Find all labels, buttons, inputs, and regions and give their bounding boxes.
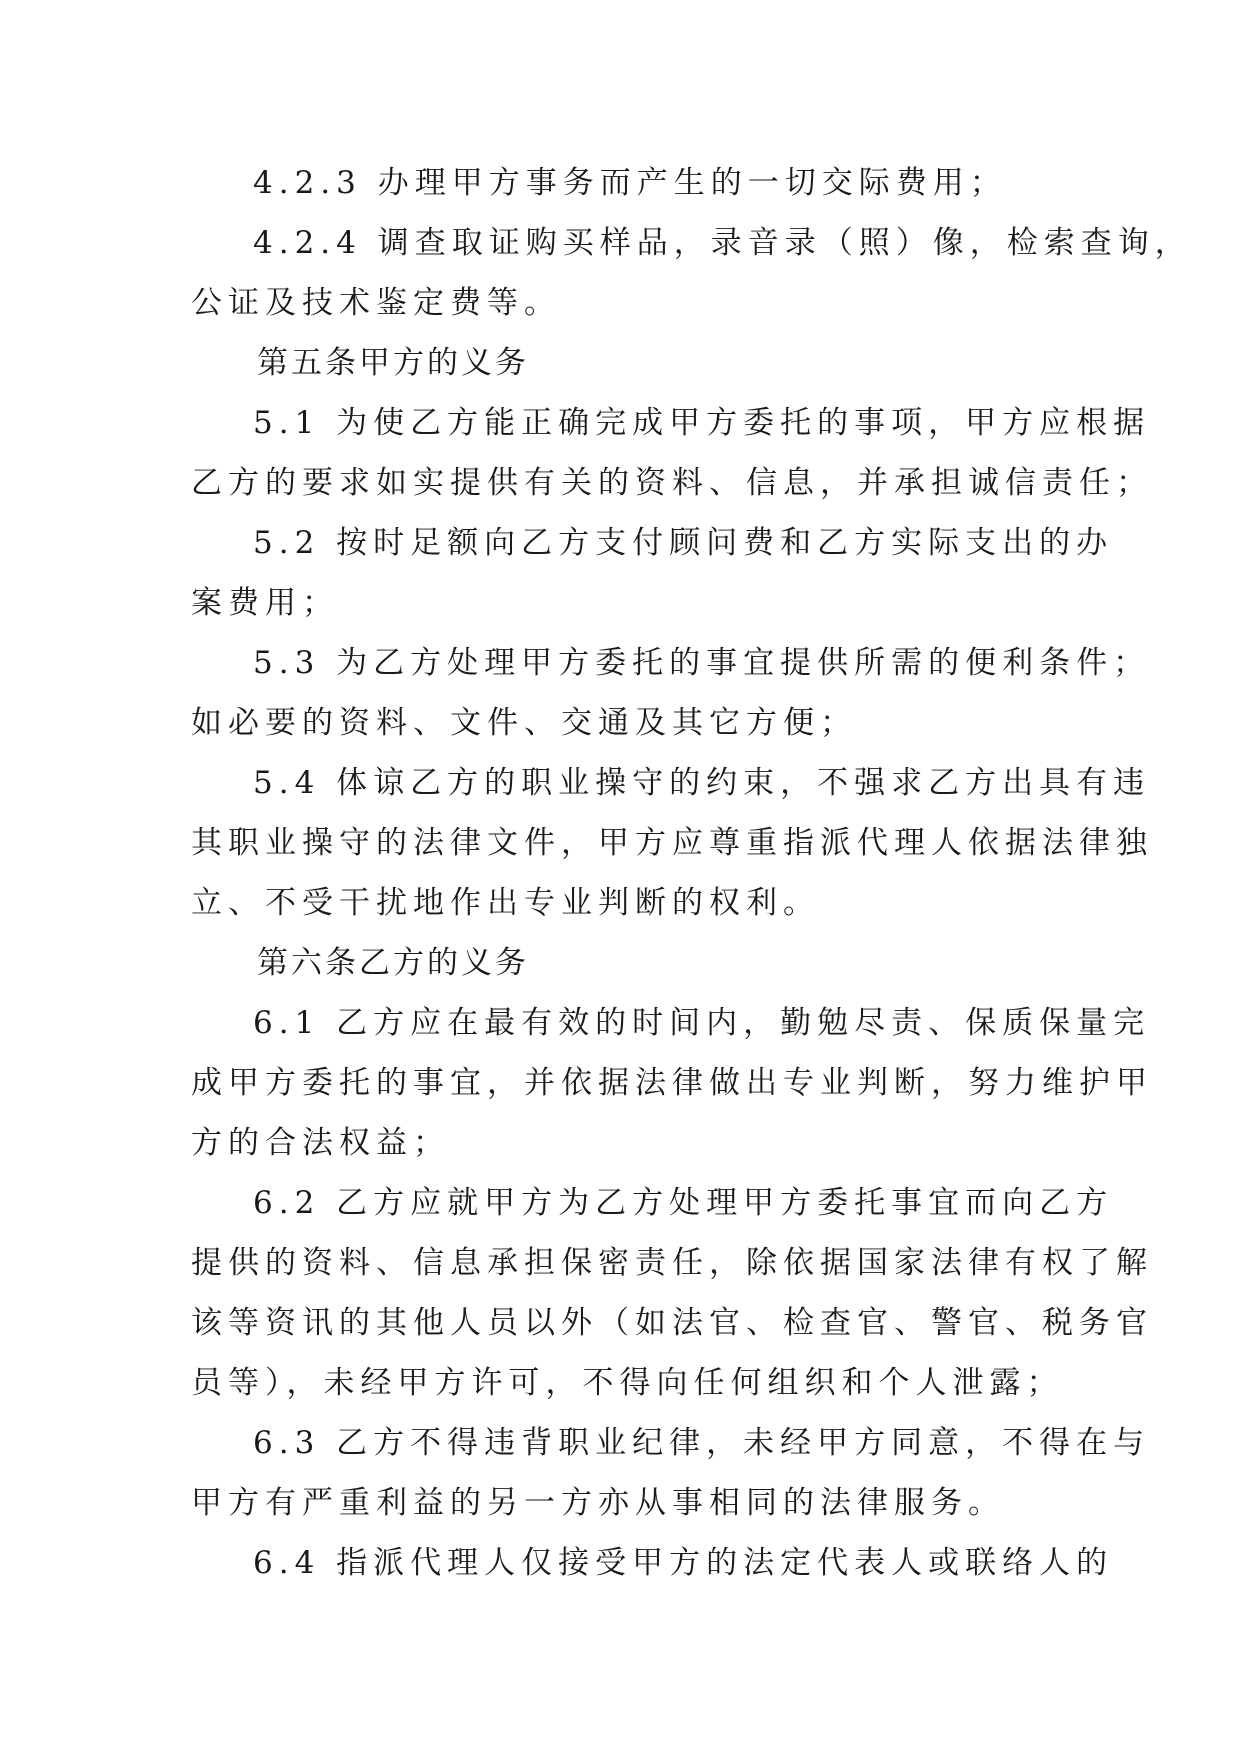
section-heading: 第五条甲方的义务 bbox=[257, 345, 529, 381]
text-line: 6.1 乙方应在最有效的时间内，勤勉尽责、保质保量完 bbox=[253, 1005, 1151, 1041]
text-line: 员等），未经甲方许可，不得向任何组织和个人泄露； bbox=[191, 1365, 1064, 1401]
text-line: 5.4 体谅乙方的职业操守的约束，不强求乙方出具有违 bbox=[253, 765, 1151, 801]
text-line: 成甲方委托的事宜，并依据法律做出专业判断，努力维护甲 bbox=[191, 1065, 1153, 1101]
section-heading: 第六条乙方的义务 bbox=[257, 945, 529, 981]
text-line: 如必要的资料、文件、交通及其它方便； bbox=[191, 705, 857, 741]
text-line: 乙方的要求如实提供有关的资料、信息，并承担诚信责任； bbox=[191, 465, 1153, 501]
text-line: 案费用； bbox=[191, 585, 339, 621]
text-line: 6.3 乙方不得违背职业纪律，未经甲方同意，不得在与 bbox=[253, 1425, 1151, 1461]
text-line: 该等资讯的其他人员以外（如法官、检查官、警官、税务官 bbox=[191, 1305, 1153, 1341]
text-line: 甲方有严重利益的另一方亦从事相同的法律服务。 bbox=[191, 1485, 1005, 1521]
text-line: 方的合法权益； bbox=[191, 1125, 450, 1161]
text-line: 公证及技术鉴定费等。 bbox=[191, 285, 561, 321]
text-line: 5.1 为使乙方能正确完成甲方委托的事项，甲方应根据 bbox=[253, 405, 1151, 441]
text-line: 5.3 为乙方处理甲方委托的事宜提供所需的便利条件； bbox=[253, 645, 1151, 681]
text-line: 6.2 乙方应就甲方为乙方处理甲方委托事宜而向乙方 bbox=[253, 1185, 1114, 1221]
document-body bbox=[191, 153, 1192, 1593]
text-line: 4.2.4 调查取证购买样品，录音录（照）像，检索查询， bbox=[253, 225, 1192, 261]
text-line: 其职业操守的法律文件，甲方应尊重指派代理人依据法律独 bbox=[191, 825, 1153, 861]
text-line: 6.4 指派代理人仅接受甲方的法定代表人或联络人的 bbox=[253, 1545, 1114, 1581]
text-line: 立、不受干扰地作出专业判断的权利。 bbox=[191, 885, 820, 921]
text-line: 5.2 按时足额向乙方支付顾问费和乙方实际支出的办 bbox=[253, 525, 1114, 561]
text-line: 4.2.3 办理甲方事务而产生的一切交际费用； bbox=[253, 165, 1007, 201]
text-line: 提供的资料、信息承担保密责任，除依据国家法律有权了解 bbox=[191, 1245, 1153, 1281]
